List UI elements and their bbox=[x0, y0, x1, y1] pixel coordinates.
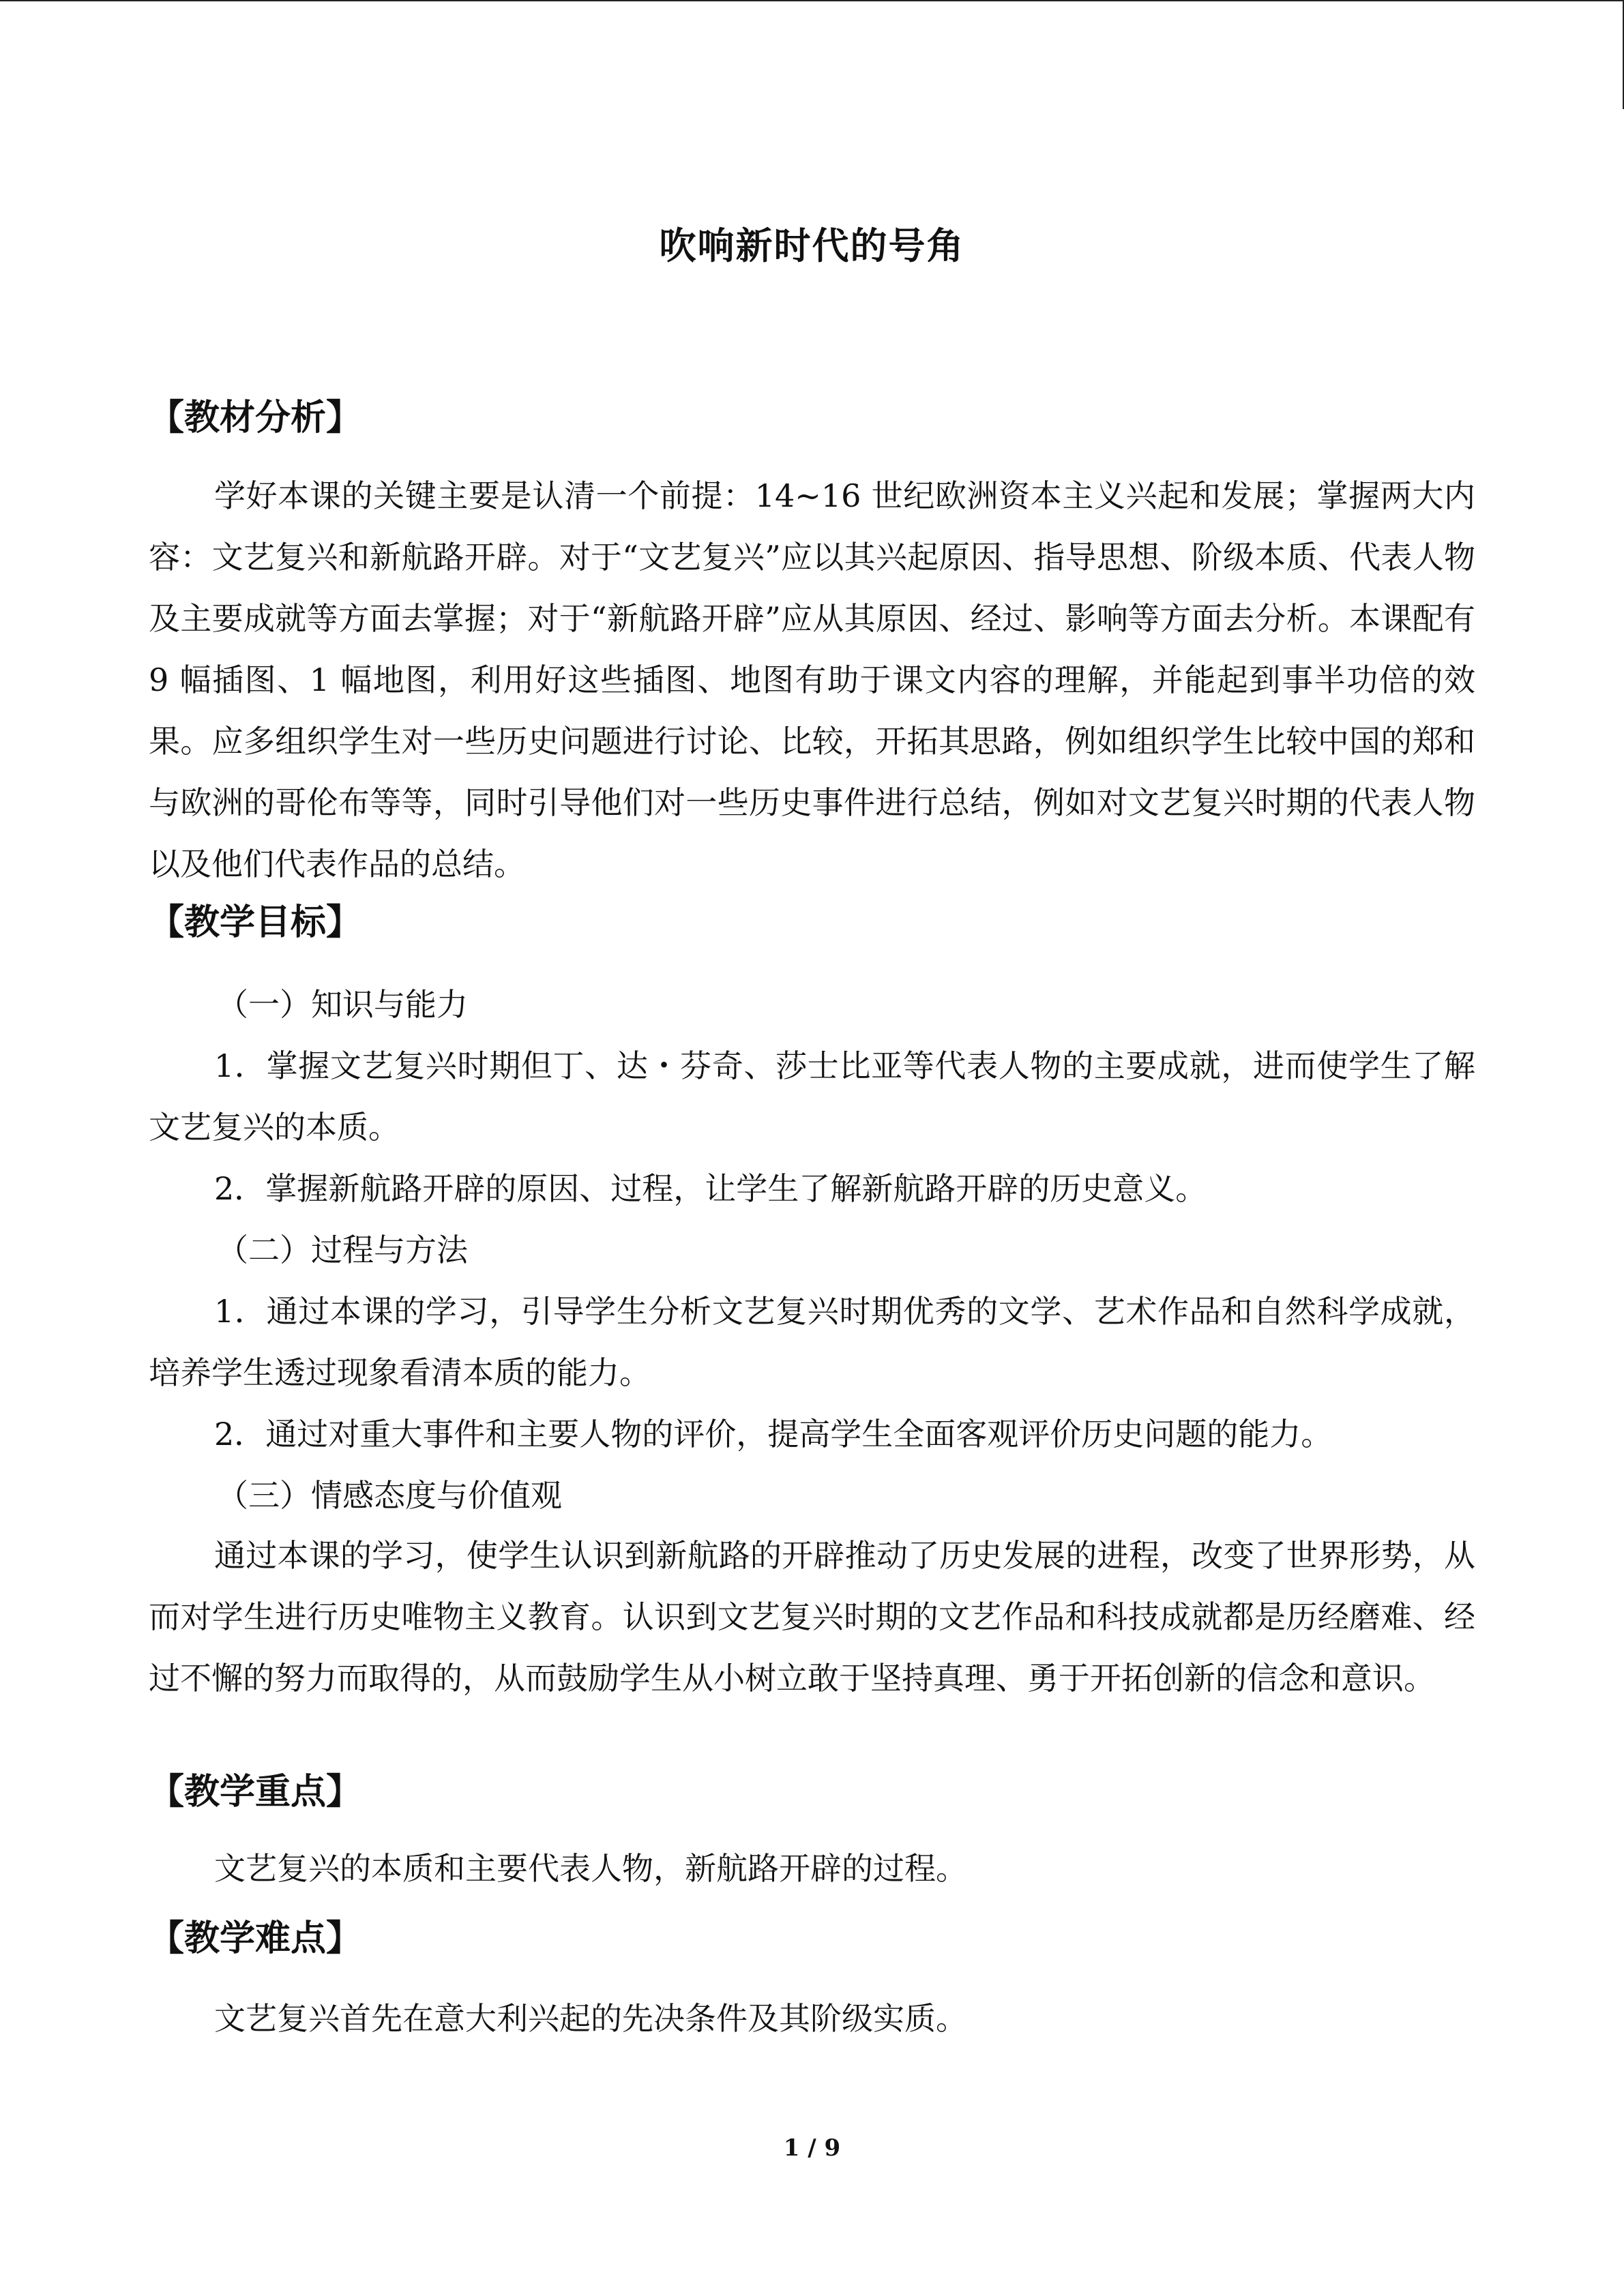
objectives-subheading-process: （二）过程与方法 bbox=[217, 1232, 468, 1268]
section-heading-difficulties: 【教学难点】 bbox=[149, 1918, 362, 1959]
difficulties-paragraph: 文艺复兴首先在意大利兴起的先决条件及其阶级实质。 bbox=[214, 2000, 967, 2037]
analysis-paragraph: 学好本课的关键主要是认清一个前提：14~16 世纪欧洲资本主义兴起和发展；掌握两大内容：文艺复兴和新航路开辟。对于“文艺复兴”应以其兴起原因、指导思想、阶级本质、代表人物及主要成就等方面去掌握；对于“新航路开辟”应从其原因、经过、影响等方面去分析。本课配有 9 幅插图、1 幅地图，利用好这些插图、地图有助于课文内容的理解，并能起到事半功倍的效果。应多组织学生对一些历史问题进行讨论、比较，开拓其思路，例如组织学生比较中国的郑和与欧洲的哥伦布等等，同时引导他们对一些历史事件进行总结，例如对文艺复兴时期的代表人物以及他们代表作品的总结。 bbox=[149, 477, 1475, 882]
page-top-border bbox=[0, 0, 1624, 1]
objectives-item: 1．掌握文艺复兴时期但丁、达・芬奇、莎士比亚等代表人物的主要成就，进而使学生了解文艺复兴的本质。 bbox=[149, 1047, 1475, 1146]
objectives-subheading-knowledge: （一）知识与能力 bbox=[217, 986, 468, 1023]
document-title: 吹响新时代的号角 bbox=[659, 224, 965, 267]
page-number: 1 / 9 bbox=[783, 2134, 841, 2162]
section-heading-objectives: 【教学目标】 bbox=[149, 902, 362, 943]
objectives-item: 2．掌握新航路开辟的原因、过程，让学生了解新航路开辟的历史意义。 bbox=[214, 1170, 1207, 1207]
objectives-item: 通过本课的学习，使学生认识到新航路的开辟推动了历史发展的进程，改变了世界形势，从而对学生进行历史唯物主义教育。认识到文艺复兴时期的文艺作品和科技成就都是历经磨难、经过不懈的努力而取得的，从而鼓励学生从小树立敢于坚持真理、勇于开拓创新的信念和意识。 bbox=[149, 1537, 1475, 1697]
section-heading-analysis: 【教材分析】 bbox=[149, 398, 362, 438]
objectives-item: 1．通过本课的学习，引导学生分析文艺复兴时期优秀的文学、艺术作品和自然科学成就，培养学生透过现象看清本质的能力。 bbox=[149, 1293, 1475, 1391]
key-points-paragraph: 文艺复兴的本质和主要代表人物，新航路开辟的过程。 bbox=[214, 1850, 967, 1887]
objectives-item: 2．通过对重大事件和主要人物的评价，提高学生全面客观评价历史问题的能力。 bbox=[214, 1416, 1333, 1452]
objectives-subheading-values: （三）情感态度与价值观 bbox=[217, 1477, 562, 1514]
section-heading-key-points: 【教学重点】 bbox=[149, 1772, 362, 1813]
